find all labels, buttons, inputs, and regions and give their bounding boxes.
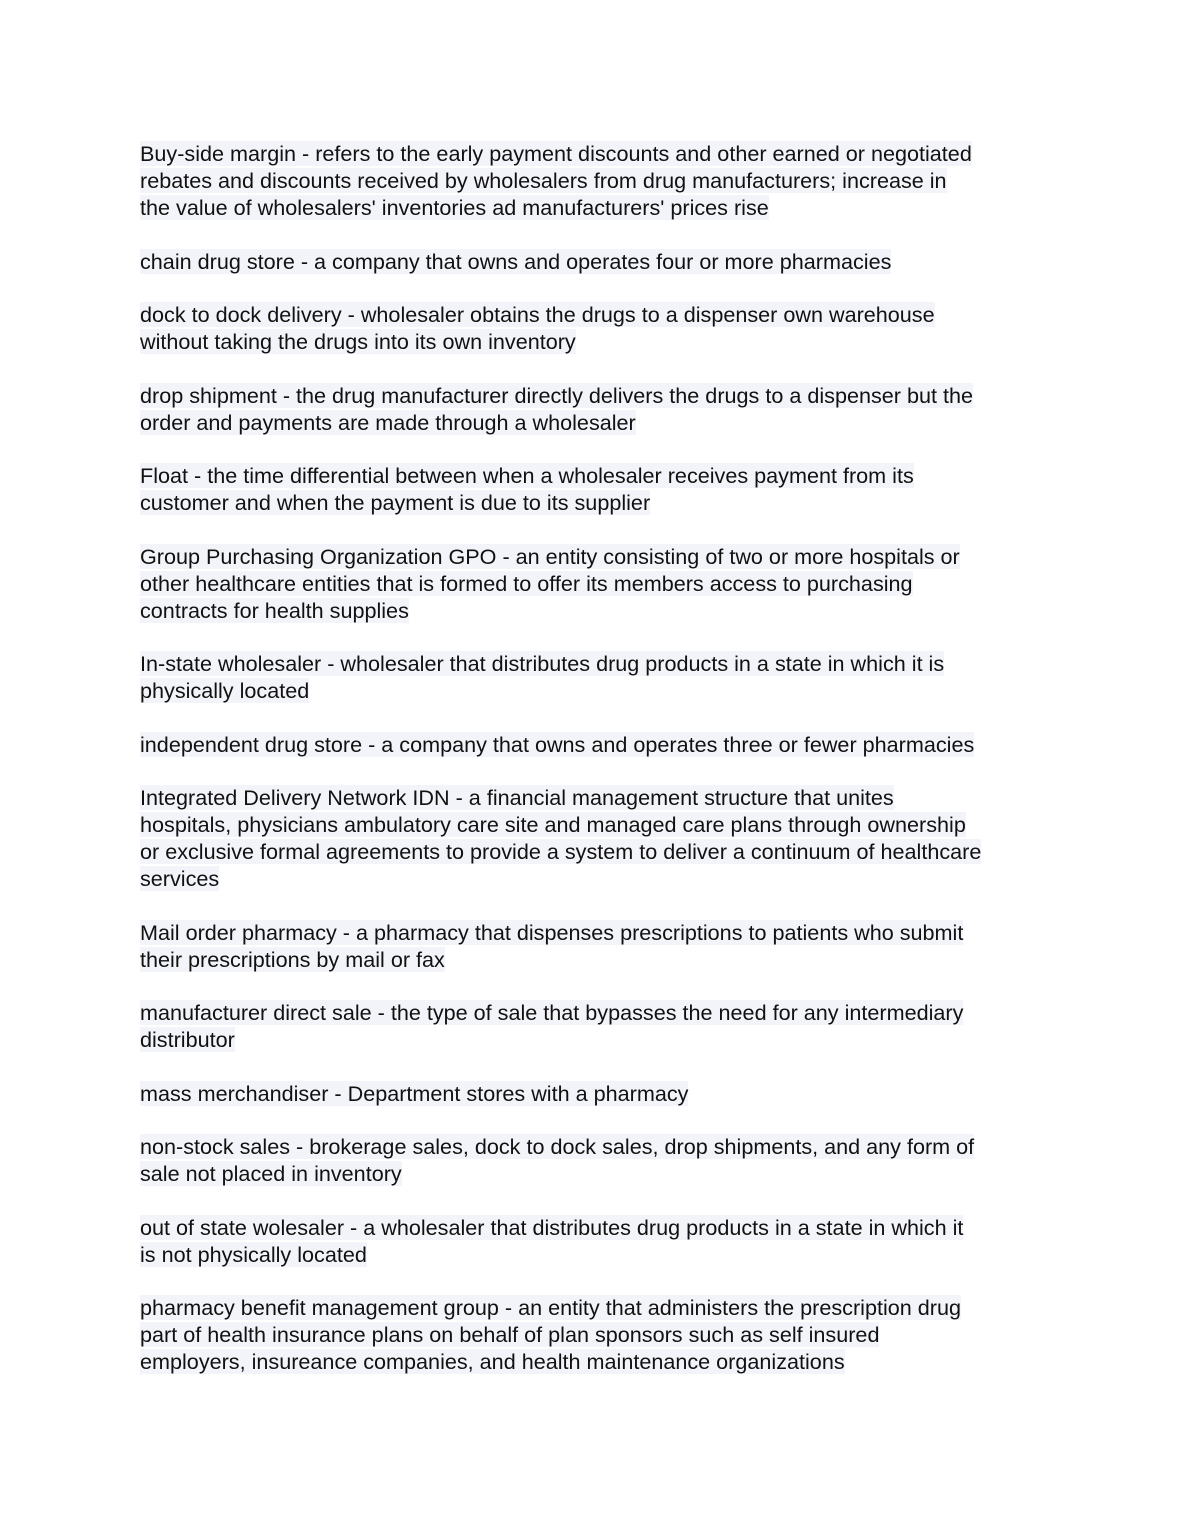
entry-line: Mail order pharmacy - a pharmacy that dispenses prescriptions to patients who submit — [140, 919, 964, 945]
entry-line: chain drug store - a company that owns and operates four or more pharmacies — [140, 248, 892, 274]
glossary-entry-manufacturer-direct-sale — [140, 999, 1070, 1053]
entry-line: customer and when the payment is due to its supplier — [140, 490, 651, 515]
entry-line: manufacturer direct sale - the type of sale that bypasses the need for any intermediary — [140, 1000, 964, 1025]
glossary-entry-group-purchasing-organization — [140, 543, 1070, 624]
entry-line: rebates and discounts received by wholesalers from drug manufacturers; increase in — [140, 168, 947, 193]
glossary-entry-non-stock-sales — [140, 1133, 1070, 1187]
entry-line: their prescriptions by mail or fax — [140, 946, 445, 972]
entry-line: pharmacy benefit management group - an entity that administers the prescription drug — [140, 1295, 962, 1320]
entry-line: employers, insureance companies, and health maintenance organizations — [140, 1349, 845, 1374]
entry-line: Group Purchasing Organization GPO - an entity consisting of two or more hospitals or — [140, 543, 960, 569]
entry-line: is not physically located — [140, 1241, 367, 1267]
entry-line: drop shipment - the drug manufacturer directly delivers the drugs to a dispenser but the — [140, 382, 974, 408]
entry-line: mass merchandiser - Department stores with a pharmacy — [140, 1080, 689, 1106]
entry-line: independent drug store - a company that owns and operates three or fewer pharmacies — [140, 731, 975, 757]
glossary-entry-in-state-wholesaler — [140, 650, 1070, 704]
glossary-entry-float — [140, 462, 1070, 516]
entry-line: dock to dock delivery - wholesaler obtains the drugs to a dispenser own warehouse — [140, 302, 935, 327]
glossary-entry-buy-side-margin — [140, 140, 1070, 221]
glossary-entry-dock-to-dock-delivery — [140, 301, 1070, 355]
entry-line: other healthcare entities that is formed to offer its members access to purchasing — [140, 570, 913, 596]
entry-line: Buy-side margin - refers to the early payment discounts and other earned or negotiated — [140, 141, 972, 166]
entry-line: order and payments are made through a wholesaler — [140, 409, 636, 435]
entry-line: or exclusive formal agreements to provide a system to deliver a continuum of healthcare — [140, 839, 982, 864]
entry-line: distributor — [140, 1027, 235, 1052]
entry-line: contracts for health supplies — [140, 597, 409, 623]
glossary-entry-mass-merchandiser — [140, 1080, 1070, 1107]
entry-line: non-stock sales - brokerage sales, dock to dock sales, drop shipments, and any form of — [140, 1134, 975, 1159]
entry-line: without taking the drugs into its own inventory — [140, 329, 576, 354]
entry-line: sale not placed in inventory — [140, 1161, 402, 1186]
entry-line: In-state wholesaler - wholesaler that distributes drug products in a state in which it is — [140, 651, 945, 676]
entry-line: the value of wholesalers' inventories ad manufacturers' prices rise — [140, 195, 769, 220]
glossary-entry-out-of-state-wholesaler — [140, 1214, 1070, 1268]
entry-line: Float - the time differential between when a wholesaler receives payment from its — [140, 463, 914, 488]
glossary-entry-chain-drug-store — [140, 248, 1070, 275]
glossary-entry-pharmacy-benefit-management-group — [140, 1294, 1070, 1375]
document-page — [140, 140, 1070, 1402]
glossary-entry-integrated-delivery-network — [140, 784, 1070, 892]
entry-line: services — [140, 866, 220, 891]
glossary-entry-mail-order-pharmacy — [140, 919, 1070, 973]
glossary-entry-drop-shipment — [140, 382, 1070, 436]
entry-line: hospitals, physicians ambulatory care site and managed care plans through ownership — [140, 812, 966, 837]
entry-line: physically located — [140, 678, 310, 703]
glossary-entry-independent-drug-store — [140, 731, 1070, 758]
entry-line: part of health insurance plans on behalf of plan sponsors such as self insured — [140, 1322, 880, 1347]
entry-line: out of state wolesaler - a wholesaler that distributes drug products in a state in which it — [140, 1214, 964, 1240]
entry-line: Integrated Delivery Network IDN - a financial management structure that unites — [140, 785, 894, 810]
